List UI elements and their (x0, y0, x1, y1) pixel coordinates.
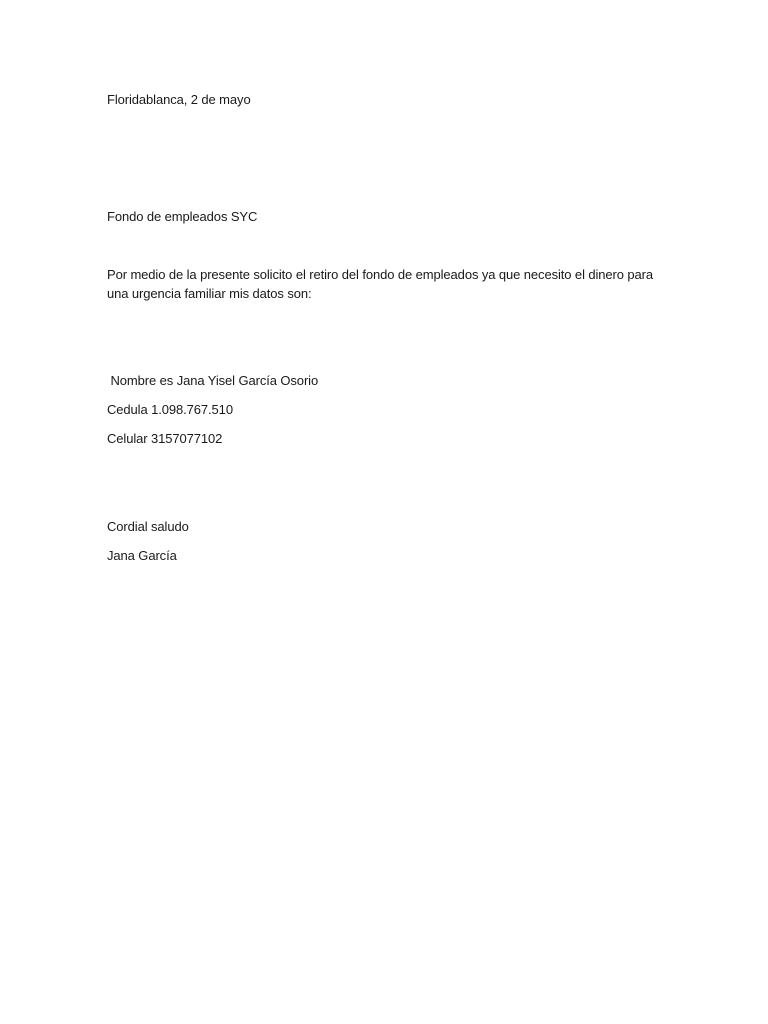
closing: Cordial saludo (107, 519, 189, 534)
body-line-1: Por medio de la presente solicito el retiro del fondo de empleados ya que necesito el dinero para (107, 267, 654, 282)
detail-id: Cedula 1.098.767.510 (107, 402, 233, 417)
detail-phone: Celular 3157077102 (107, 431, 223, 446)
place-date: Floridablanca, 2 de mayo (107, 92, 251, 107)
detail-name: Nombre es Jana Yisel García Osorio (107, 373, 319, 388)
body-line-2: una urgencia familiar mis datos son: (107, 286, 312, 301)
recipient: Fondo de empleados SYC (107, 209, 258, 224)
body-paragraph (107, 265, 667, 303)
signature: Jana García (107, 548, 177, 563)
